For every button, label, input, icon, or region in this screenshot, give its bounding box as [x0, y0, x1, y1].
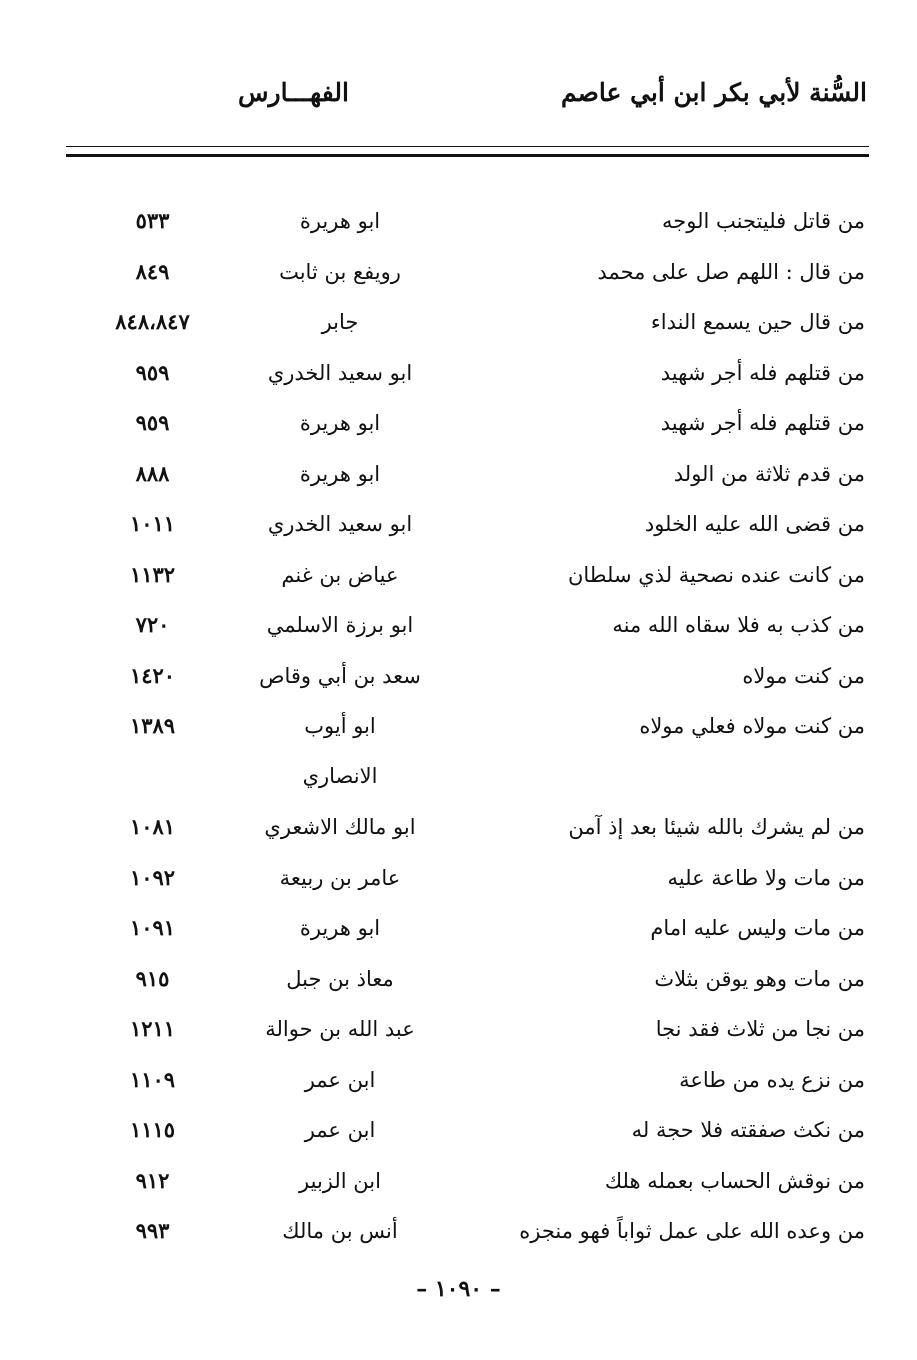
hadith-text: من نوقش الحساب بعمله هلك	[604, 1168, 865, 1193]
narrator-name-line2: الانصاري	[302, 764, 378, 788]
index-entry	[0, 1004, 917, 1055]
narrator-name: ابن عمر	[304, 1118, 376, 1142]
narrator-name: ابو هريرة	[299, 916, 381, 940]
book-title: السُّنة لأبي بكر ابن أبي عاصم	[560, 78, 867, 107]
hadith-number: ١٠١١	[129, 511, 176, 536]
hadith-text: من نجا من ثلاث فقد نجا	[655, 1017, 865, 1041]
narrator-name: ابن الزبير	[299, 1168, 381, 1193]
index-entry	[0, 499, 917, 550]
hadith-number: ١١٠٩	[129, 1066, 176, 1092]
hadith-text: من نزع يده من طاعة	[679, 1067, 865, 1092]
index-entry	[0, 802, 917, 853]
hadith-text: من قال حين يسمع النداء	[650, 310, 865, 334]
hadith-number: ١٠٨١	[129, 814, 176, 839]
hadith-text: من لم يشرك بالله شيئا بعد إذ آمن	[568, 815, 865, 839]
index-entry	[0, 701, 917, 802]
index-entry	[0, 600, 917, 651]
hadith-text: من نكث صفقته فلا حجة له	[631, 1118, 865, 1142]
narrator-name: ابو مالك الاشعري	[264, 815, 416, 839]
narrator-name-line1: ابو أيوب	[304, 714, 376, 738]
index-entry	[0, 297, 917, 348]
index-entry	[0, 196, 917, 247]
narrator-name: سعد بن أبي وقاص	[259, 663, 421, 688]
narrator-name: رويفع بن ثابت	[279, 259, 401, 284]
index-entry	[0, 550, 917, 601]
page-header	[60, 78, 867, 118]
hadith-text: من قدم ثلاثة من الولد	[673, 461, 865, 486]
hadith-number: ١٠٩٢	[129, 864, 176, 890]
index-entry	[0, 1105, 917, 1156]
narrator-name: أنس بن مالك	[282, 1219, 398, 1243]
hadith-text: من كذب به فلا سقاه الله منه	[612, 613, 865, 637]
narrator-name: ابو هريرة	[299, 411, 381, 435]
index-entries	[0, 196, 917, 1257]
header-rule-thick	[66, 154, 869, 157]
narrator-name: عياض بن غنم	[281, 562, 399, 587]
header-rule-thin	[66, 146, 869, 147]
section-title: الفهـــارس	[238, 78, 349, 107]
narrator-name: ابو هريرة	[299, 209, 381, 233]
hadith-text: من قتلهم فله أجر شهيد	[660, 411, 865, 435]
index-entry	[0, 1206, 917, 1257]
hadith-number: ٧٢٠	[135, 612, 170, 637]
hadith-text: من قتلهم فله أجر شهيد	[660, 360, 865, 385]
narrator-name: ابو هريرة	[299, 461, 381, 486]
hadith-number: ١٤٢٠	[129, 662, 176, 688]
index-entry	[0, 398, 917, 449]
hadith-text: من كنت مولاه	[742, 663, 865, 688]
hadith-text: من مات وهو يوقن بثلاث	[654, 966, 865, 991]
narrator-name: ابو سعيد الخدري	[267, 360, 413, 385]
hadith-number: ٩٥٩	[135, 359, 170, 385]
index-entry	[0, 903, 917, 954]
index-entry	[0, 954, 917, 1005]
index-entry	[0, 348, 917, 399]
narrator-name: عبد الله بن حوالة	[265, 1017, 415, 1041]
narrator-name: ابن عمر	[304, 1067, 376, 1092]
hadith-number: ٩٥٩	[135, 410, 170, 435]
narrator-name: جابر	[321, 310, 359, 334]
index-entry	[0, 651, 917, 702]
narrator-name	[240, 701, 440, 801]
narrator-name: معاذ بن جبل	[286, 966, 394, 991]
hadith-number: ٩١٢	[135, 1167, 170, 1193]
hadith-number: ١١١٥	[129, 1117, 176, 1142]
hadith-number: ١٢١١	[129, 1016, 176, 1041]
hadith-number: ٥٣٣	[135, 208, 170, 233]
page-number: – ١٠٩٠ –	[416, 1276, 501, 1302]
hadith-text: من قال : اللهم صل على محمد	[597, 259, 865, 284]
hadith-number: ١٣٨٩	[129, 713, 176, 738]
index-entry	[0, 853, 917, 904]
index-entry	[0, 247, 917, 298]
hadith-text: من قاتل فليتجنب الوجه	[662, 209, 865, 233]
index-entry	[0, 1055, 917, 1106]
hadith-text: من قضى الله عليه الخلود	[644, 512, 865, 536]
narrator-name: عامر بن ربيعة	[279, 865, 401, 890]
narrator-name: ابو برزة الاسلمي	[266, 613, 414, 637]
hadith-number: ٨٤٩	[135, 258, 170, 284]
index-entry	[0, 1156, 917, 1207]
hadith-text: من كانت عنده نصحية لذي سلطان	[567, 562, 865, 587]
hadith-number: ٨٨٨	[135, 460, 170, 486]
hadith-text: من مات وليس عليه امام	[650, 916, 865, 940]
hadith-number: ٩٩٣	[135, 1218, 170, 1243]
hadith-text: من كنت مولاه فعلي مولاه	[639, 714, 865, 738]
hadith-number: ١١٣٢	[129, 561, 176, 587]
index-entry	[0, 449, 917, 500]
hadith-number: ٩١٥	[135, 965, 170, 991]
narrator-name: ابو سعيد الخدري	[267, 512, 413, 536]
hadith-number: ٨٤٨،٨٤٧	[115, 309, 190, 334]
hadith-text: من مات ولا طاعة عليه	[667, 865, 865, 890]
hadith-text: من وعده الله على عمل ثواباً فهو منجزه	[519, 1219, 865, 1243]
hadith-number: ١٠٩١	[129, 915, 176, 940]
